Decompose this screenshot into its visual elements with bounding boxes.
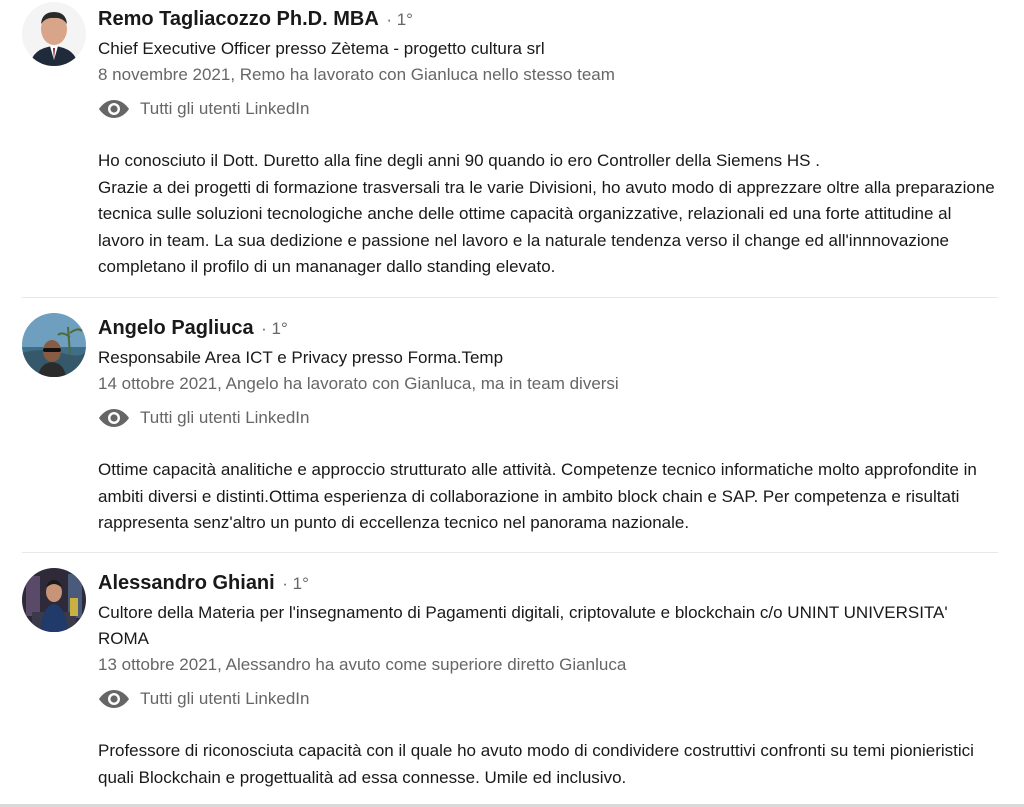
eye-icon [98, 407, 130, 429]
eye-icon [98, 688, 130, 710]
name-line [98, 6, 998, 33]
avatar[interactable] [22, 568, 86, 632]
connection-degree: · 1° [282, 574, 309, 593]
member-headline: Responsabile Area ICT e Privacy presso Forma.Temp [98, 348, 504, 367]
member-name[interactable]: Angelo Pagliuca [98, 317, 254, 339]
visibility-row [98, 687, 998, 711]
connection-degree: · 1° [261, 319, 288, 338]
recommendation-text: Ottime capacità analitiche e approccio strutturato alle attività. Competenze tecnico informatiche molto approfondite in ambiti diversi e distinti.Ottima esperienza di collaborazione in ambito block chain e SAP. Per competenza e risultati rappresenta senz'altro un punto di eccellenza tecnico nel panorama nazionale. [98, 460, 977, 532]
avatar[interactable] [22, 313, 86, 377]
visibility-row [98, 406, 998, 430]
name-line [98, 570, 998, 597]
name-line [98, 315, 998, 342]
visibility-label: Tutti gli utenti LinkedIn [140, 689, 310, 708]
recommendation-item [22, 0, 998, 298]
avatar[interactable] [22, 2, 86, 66]
member-headline: Cultore della Materia per l'insegnamento di Pagamenti digitali, criptovalute e blockchain c/o UNINT UNIVERSITA' ROMA [98, 603, 948, 648]
relationship-meta: 13 ottobre 2021, Alessandro ha avuto come superiore diretto Gianluca [98, 655, 627, 674]
visibility-label: Tutti gli utenti LinkedIn [140, 408, 310, 427]
recommendation-text: Ho conosciuto il Dott. Duretto alla fine degli anni 90 quando io ero Controller della Siemens HS . Grazie a dei progetti di formazione trasversali tra le varie Divisioni, ho avuto modo di apprezzare oltre alla preparazione tecnica sulle soluzioni tecnologiche anche delle ottime capacità organizzative, relazionali ed una forte attitudine al lavoro in team. La sua dedizione e passione nel lavoro e la naturale tendenza verso il change ed all'innnovazione completano il profilo di un mananager dallo standing elevato. [98, 151, 995, 276]
relationship-meta: 8 novembre 2021, Remo ha lavorato con Gianluca nello stesso team [98, 65, 615, 84]
relationship-meta: 14 ottobre 2021, Angelo ha lavorato con Gianluca, ma in team diversi [98, 374, 619, 393]
member-name[interactable]: Alessandro Ghiani [98, 572, 275, 594]
connection-degree: · 1° [386, 10, 413, 29]
visibility-label: Tutti gli utenti LinkedIn [140, 99, 310, 118]
recommendation-text: Professore di riconosciuta capacità con il quale ho avuto modo di condividere costruttivi confronti su temi pionieristici quali Blockchain e progettualità ad essa connesse. Umile ed inclusivo. [98, 741, 974, 787]
eye-icon [98, 98, 130, 120]
visibility-row [98, 97, 998, 121]
recommendation-item [22, 553, 998, 805]
recommendation-item [22, 298, 998, 553]
member-name[interactable]: Remo Tagliacozzo Ph.D. MBA [98, 8, 379, 30]
member-headline: Chief Executive Officer presso Zètema - progetto cultura srl [98, 39, 545, 58]
